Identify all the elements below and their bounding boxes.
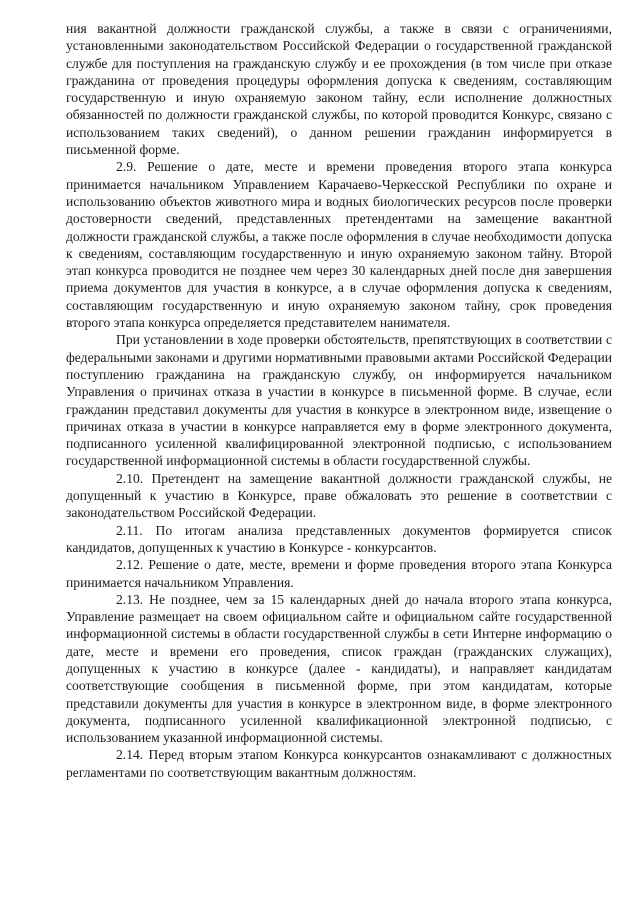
paragraph-2-14: 2.14. Перед вторым этапом Конкурса конкурсантов ознакамливают с должностных регламентами по соответствующим вакантным должностям. [66, 747, 612, 780]
paragraph-2-10: 2.10. Претендент на замещение вакантной должности гражданской службы, не допущенный к участию в Конкурсе, праве обжаловать это решение в соответствии с законодательством Российской Федерации. [66, 470, 612, 521]
paragraph-2-11: 2.11. По итогам анализа представленных документов формируется список кандидатов, допущенных к участию в Конкурсе - конкурсантов. [66, 522, 612, 555]
paragraph-continuation: ния вакантной должности гражданской службы, а также в связи с ограничениями, установленными законодательством Российской Федерации о государственной гражданской службе для поступления на гражданскую службу и ее прохождения (в том числе при отказе гражданина от проведения процедуры оформления допуска к сведениям, составляющим государственную и иную охраняемую законом тайну, если исполнение должностных обязанностей по должности гражданской службы, по которой проводится Конкурс, связано с использованием таких сведений), о данном решении гражданин информируется в письменной форме. [66, 21, 612, 158]
paragraph-2-13: 2.13. Не позднее, чем за 15 календарных дней до начала второго этапа конкурса, Управление размещает на своем официальном сайте и официальном сайте государственной информационной системы в области государственной службы в сети Интерне информацию о дате, месте и времени его проведения, список граждан (гражданских служащих), допущенных к участию в конкурсе (далее - кандидаты), и направляет кандидатам соответствующие сообщения в письменной форме, при этом кандидатам, которые представили документы для участия в конкурсе в электронном виде, в форме электронного документа, подписанного усиленной квалификационной электронной подписью, с использованием указанной информационной системы. [66, 591, 612, 746]
document-page [66, 20, 612, 781]
paragraph-2-12: 2.12. Решение о дате, месте, времени и форме проведения второго этапа Конкурса принимается начальником Управления. [66, 557, 612, 590]
paragraph-2-9: 2.9. Решение о дате, месте и времени проведения второго этапа конкурса принимается начальником Управлением Карачаево-Черкесской Республики по охране и использованию объектов животного мира и водных биологических ресурсов после проверки достоверности сведений, представленных претендентами на замещение вакантной должности гражданской службы, а также после оформления в случае необходимости допуска к сведениям, составляющим государственную и иную охраняемую законом тайну. Второй этап конкурса проводится не позднее чем через 30 календарных дней после дня завершения приема документов для участия в конкурсе, а в случае оформления допуска к сведениям, составляющим государственную и иную охраняемую законом тайну, срок проведения второго этапа конкурса определяется представителем нанимателя. [66, 159, 612, 331]
paragraph-2-9-refusal: При установлении в ходе проверки обстоятельств, препятствующих в соответствии с федеральными законами и другими нормативными правовыми актами Российской Федерации поступлению гражданина на гражданскую службу, он информируется начальником Управления о причинах отказа в участии в конкурсе в письменной форме. В случае, если гражданин представил документы для участия в конкурсе в электронном виде, извещение о причинах отказа в участии в конкурсе направляется ему в форме электронного документа, подписанного усиленной квалифицированной электронной подписью, с использованием государственной информационной системы в области государственной службы. [66, 332, 612, 469]
